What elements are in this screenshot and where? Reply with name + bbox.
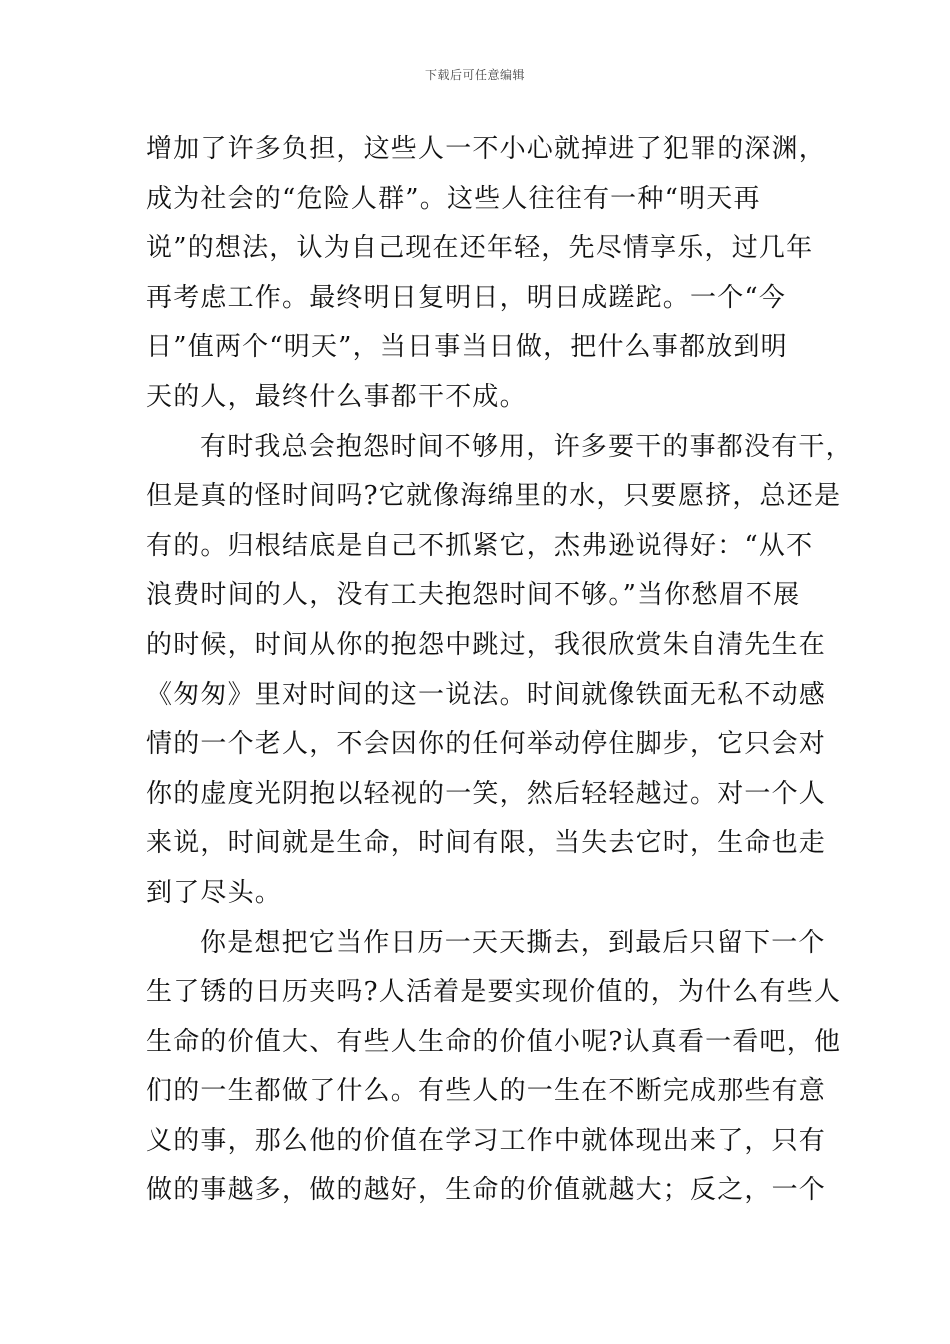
text-line: 但是真的怪时间吗?它就像海绵里的水，只要愿挤，总还是 <box>146 481 842 512</box>
text-line: 义的事，那么他的价值在学习工作中就体现出来了，只有 <box>146 1125 827 1156</box>
text-line: 增加了许多负担，这些人一不小心就掉进了犯罪的深渊， <box>146 134 827 164</box>
text-line: 浪费时间的人，没有工夫抱怨时间不够。”当你愁眉不展 <box>146 580 801 611</box>
text-line: 天的人，最终什么事都干不成。 <box>146 381 527 412</box>
text-line: 生了锈的日历夹吗?人活着是要实现价值的，为什么有些人 <box>146 977 842 1008</box>
text-line: 再考虑工作。最终明日复明日，明日成蹉跎。一个“今 <box>146 282 787 313</box>
text-line: 有的。归根结底是自己不抓紧它，杰弗逊说得好：“从不 <box>146 530 814 561</box>
text-line: 成为社会的“危险人群”。这些人往往有一种“明天再 <box>146 183 761 214</box>
text-line: 到了尽头。 <box>146 877 283 908</box>
text-line: 情的一个老人，不会因你的任何举动停住脚步，它只会对 <box>146 729 827 760</box>
text-line: 的时候，时间从你的抱怨中跳过，我很欣赏朱自清先生在 <box>146 629 827 660</box>
text-line: 们的一生都做了什么。有些人的一生在不断完成那些有意 <box>146 1076 827 1107</box>
text-line: 生命的价值大、有些人生命的价值小呢?认真看一看吧，他 <box>146 1026 842 1057</box>
text-line: 日”值两个“明天”，当日事当日做，把什么事都放到明 <box>146 332 788 363</box>
text-line: 你的虚度光阴抱以轻视的一笑，然后轻轻越过。对一个人 <box>146 778 827 809</box>
text-line: 做的事越多，做的越好，生命的价值就越大；反之，一个 <box>146 1175 827 1206</box>
paragraph-start-line: 你是想把它当作日历一天天撕去，到最后只留下一个 <box>200 927 826 958</box>
body-text <box>146 125 853 1216</box>
header-note: 下载后可任意编辑 <box>424 68 525 82</box>
text-line: 《匆匆》里对时间的这一说法。时间就像铁面无私不动感 <box>146 679 827 710</box>
text-line: 来说，时间就是生命，时间有限，当失去它时，生命也走 <box>146 828 827 859</box>
paragraph-start-line: 有时我总会抱怨时间不够用，许多要干的事都没有干， <box>200 431 853 462</box>
text-line: 说”的想法，认为自己现在还年轻，先尽情享乐，过几年 <box>146 233 814 264</box>
